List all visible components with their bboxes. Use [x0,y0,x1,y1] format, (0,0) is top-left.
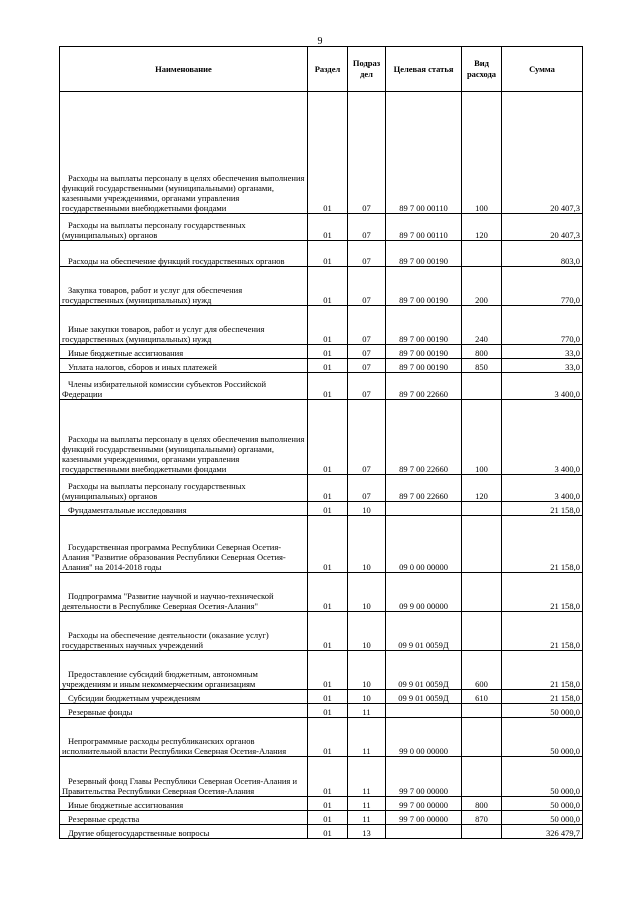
row-expense-type [462,516,502,573]
row-subsection: 07 [348,345,386,359]
row-expense-type: 800 [462,345,502,359]
row-target: 89 7 00 00110 [386,92,462,214]
row-name: Расходы на выплаты персоналу государственных (муниципальных) органов [60,475,308,502]
row-section: 01 [308,811,348,825]
row-sum: 803,0 [502,241,583,267]
row-subsection: 13 [348,825,386,839]
row-expense-type: 870 [462,811,502,825]
page-number: 9 [317,36,323,47]
row-target: 99 7 00 00000 [386,811,462,825]
row-name: Другие общегосударственные вопросы [60,825,308,839]
row-target: 89 7 00 00190 [386,306,462,345]
row-sum: 21 158,0 [502,502,583,516]
row-sum: 21 158,0 [502,573,583,612]
table-row [60,811,583,825]
row-sum: 21 158,0 [502,612,583,651]
row-subsection: 10 [348,502,386,516]
table-row [60,651,583,690]
row-expense-type [462,502,502,516]
row-target: 09 9 01 0059Д [386,612,462,651]
row-expense-type: 200 [462,267,502,306]
header-name: Наименование [60,47,308,92]
row-subsection: 07 [348,92,386,214]
row-expense-type: 800 [462,797,502,811]
row-section: 01 [308,373,348,400]
row-name: Иные бюджетные ассигнования [60,345,308,359]
header-sum: Сумма [502,47,583,92]
row-expense-type: 240 [462,306,502,345]
row-target: 99 7 00 00000 [386,757,462,797]
row-subsection: 07 [348,214,386,241]
row-sum: 21 158,0 [502,516,583,573]
row-sum: 20 407,3 [502,92,583,214]
row-target: 09 0 00 00000 [386,516,462,573]
row-expense-type: 120 [462,214,502,241]
row-section: 01 [308,757,348,797]
table-row [60,516,583,573]
row-sum: 50 000,0 [502,757,583,797]
table-row [60,400,583,475]
row-name: Резервные фонды [60,704,308,718]
row-expense-type [462,704,502,718]
row-expense-type [462,573,502,612]
row-target [386,502,462,516]
row-expense-type: 100 [462,400,502,475]
table-row [60,267,583,306]
table-header-row [60,47,583,92]
table-row [60,306,583,345]
row-sum: 3 400,0 [502,475,583,502]
row-name: Резервные средства [60,811,308,825]
row-sum: 33,0 [502,345,583,359]
table-row [60,825,583,839]
row-section: 01 [308,400,348,475]
row-section: 01 [308,306,348,345]
header-target: Целевая статья [386,47,462,92]
row-section: 01 [308,214,348,241]
table-row [60,704,583,718]
row-section: 01 [308,267,348,306]
row-subsection: 11 [348,718,386,757]
row-section: 01 [308,797,348,811]
row-expense-type [462,241,502,267]
table-row [60,241,583,267]
table-row [60,475,583,502]
row-target: 09 9 01 0059Д [386,690,462,704]
row-section: 01 [308,475,348,502]
row-section: 01 [308,516,348,573]
table-row [60,359,583,373]
row-subsection: 07 [348,373,386,400]
header-section: Раздел [308,47,348,92]
table-row [60,373,583,400]
row-expense-type: 100 [462,92,502,214]
row-expense-type: 850 [462,359,502,373]
row-name: Расходы на выплаты персоналу в целях обеспечения выполнения функций государственными (муниципальными) органами, казенными учреждениями, органами управления государственными внебюджетными фондами [60,92,308,214]
row-expense-type [462,373,502,400]
row-name: Члены избирательной комиссии субъектов Российской Федерации [60,373,308,400]
row-name: Расходы на обеспечение деятельности (оказание услуг) государственных научных учреждений [60,612,308,651]
row-name: Субсидии бюджетным учреждениям [60,690,308,704]
row-sum: 21 158,0 [502,651,583,690]
row-subsection: 10 [348,690,386,704]
row-name: Расходы на выплаты персоналу государственных (муниципальных) органов [60,214,308,241]
row-name: Расходы на обеспечение функций государственных органов [60,241,308,267]
row-target: 89 7 00 00190 [386,267,462,306]
table-row [60,718,583,757]
table-row [60,797,583,811]
row-name: Резервный фонд Главы Республики Северная Осетия-Алания и Правительства Республики Северная Осетия-Алания [60,757,308,797]
row-subsection: 07 [348,359,386,373]
row-expense-type: 610 [462,690,502,704]
header-expense-type: Вид расхода [462,47,502,92]
row-target [386,825,462,839]
row-expense-type [462,718,502,757]
row-target: 89 7 00 00190 [386,345,462,359]
row-target: 89 7 00 22660 [386,373,462,400]
row-name: Государственная программа Республики Северная Осетия-Алания "Развитие образования Республики Северная Осетия-Алания" на 2014-2018 годы [60,516,308,573]
row-target: 09 9 00 00000 [386,573,462,612]
row-section: 01 [308,359,348,373]
table-row [60,214,583,241]
row-section: 01 [308,718,348,757]
row-section: 01 [308,612,348,651]
row-subsection: 10 [348,573,386,612]
row-subsection: 11 [348,797,386,811]
budget-table [59,46,583,839]
row-name: Иные бюджетные ассигнования [60,797,308,811]
row-name: Подпрограмма "Развитие научной и научно-технической деятельности в Республике Северная Осетия-Алания" [60,573,308,612]
row-target: 99 0 00 00000 [386,718,462,757]
row-subsection: 10 [348,612,386,651]
row-expense-type [462,612,502,651]
row-name: Предоставление субсидий бюджетным, автономным учреждениям и иным некоммерческим организациям [60,651,308,690]
row-expense-type [462,757,502,797]
row-section: 01 [308,241,348,267]
row-section: 01 [308,573,348,612]
row-section: 01 [308,651,348,690]
row-target [386,704,462,718]
row-sum: 3 400,0 [502,373,583,400]
table-row [60,690,583,704]
row-section: 01 [308,690,348,704]
table-row [60,345,583,359]
row-sum: 50 000,0 [502,718,583,757]
row-section: 01 [308,704,348,718]
row-sum: 50 000,0 [502,811,583,825]
row-section: 01 [308,345,348,359]
row-name: Фундаментальные исследования [60,502,308,516]
row-section: 01 [308,825,348,839]
row-subsection: 11 [348,811,386,825]
row-target: 89 7 00 00190 [386,241,462,267]
row-target: 89 7 00 22660 [386,400,462,475]
row-target: 89 7 00 00190 [386,359,462,373]
row-sum: 326 479,7 [502,825,583,839]
row-sum: 33,0 [502,359,583,373]
table-row [60,757,583,797]
row-section: 01 [308,92,348,214]
row-subsection: 07 [348,306,386,345]
row-sum: 770,0 [502,267,583,306]
row-target: 09 9 01 0059Д [386,651,462,690]
row-subsection: 07 [348,400,386,475]
row-expense-type: 120 [462,475,502,502]
row-expense-type: 600 [462,651,502,690]
row-subsection: 11 [348,757,386,797]
row-subsection: 07 [348,241,386,267]
row-sum: 3 400,0 [502,400,583,475]
row-sum: 50 000,0 [502,704,583,718]
row-subsection: 11 [348,704,386,718]
row-name: Уплата налогов, сборов и иных платежей [60,359,308,373]
table-row [60,502,583,516]
row-subsection: 07 [348,475,386,502]
row-subsection: 10 [348,651,386,690]
row-sum: 770,0 [502,306,583,345]
row-target: 99 7 00 00000 [386,797,462,811]
table-row [60,92,583,214]
table-row [60,573,583,612]
row-subsection: 10 [348,516,386,573]
row-sum: 20 407,3 [502,214,583,241]
row-sum: 21 158,0 [502,690,583,704]
row-target: 89 7 00 22660 [386,475,462,502]
row-name: Непрограммные расходы республиканских органов исполнительной власти Республики Северная Осетия-Алания [60,718,308,757]
row-section: 01 [308,502,348,516]
row-subsection: 07 [348,267,386,306]
row-target: 89 7 00 00110 [386,214,462,241]
table-row [60,612,583,651]
header-subsection: Подраз дел [348,47,386,92]
row-sum: 50 000,0 [502,797,583,811]
row-name: Иные закупки товаров, работ и услуг для обеспечения государственных (муниципальных) нужд [60,306,308,345]
row-expense-type [462,825,502,839]
row-name: Закупка товаров, работ и услуг для обеспечения государственных (муниципальных) нужд [60,267,308,306]
row-name: Расходы на выплаты персоналу в целях обеспечения выполнения функций государственными (муниципальными) органами, казенными учреждениями, органами управления государственными внебюджетными фондами [60,400,308,475]
